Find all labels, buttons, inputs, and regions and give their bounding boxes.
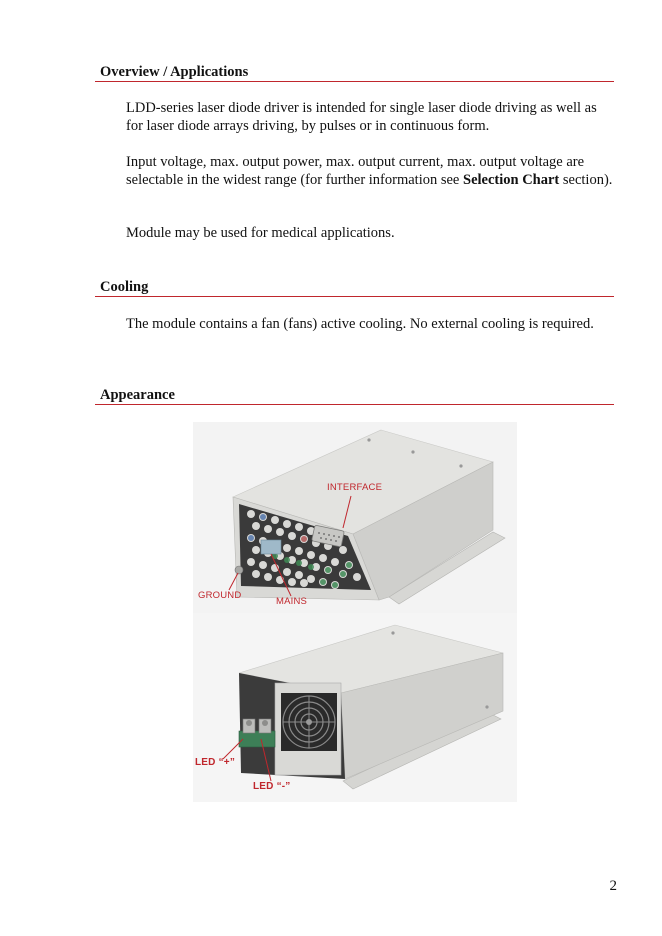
- mains-label: MAINS: [276, 596, 308, 607]
- overview-paragraph-2-end: section).: [559, 172, 613, 188]
- cooling-paragraph: The module contains a fan (fans) active cooling. No external cooling is required.: [126, 316, 594, 332]
- overview-heading: Overview / Applications: [95, 63, 614, 82]
- overview-paragraph-1: LDD-series laser diode driver is intended for single laser diode driving as well as for laser diode arrays driving, by pulses or in continuous form.: [126, 100, 597, 134]
- cooling-heading: Cooling: [95, 278, 614, 297]
- module-front-photo: [193, 613, 517, 802]
- module-rear-photo: [193, 422, 517, 613]
- appearance-heading: Appearance: [95, 386, 614, 405]
- overview-paragraph-3: Module may be used for medical applications.: [126, 225, 395, 241]
- selection-chart-reference: Selection Chart: [463, 172, 560, 188]
- interface-label: INTERFACE: [327, 482, 383, 493]
- page-number: 2: [609, 878, 617, 894]
- led-plus-label: LED “+”: [195, 757, 236, 768]
- led-minus-label: LED “-”: [253, 781, 291, 792]
- ground-label: GROUND: [198, 590, 242, 601]
- overview-paragraph-2: [126, 153, 614, 189]
- overview-paragraph-2-text: Input voltage, max. output power, max. output current, max. output voltage are selectable in the widest range (for further information see: [126, 154, 585, 188]
- appearance-figure: [193, 422, 517, 802]
